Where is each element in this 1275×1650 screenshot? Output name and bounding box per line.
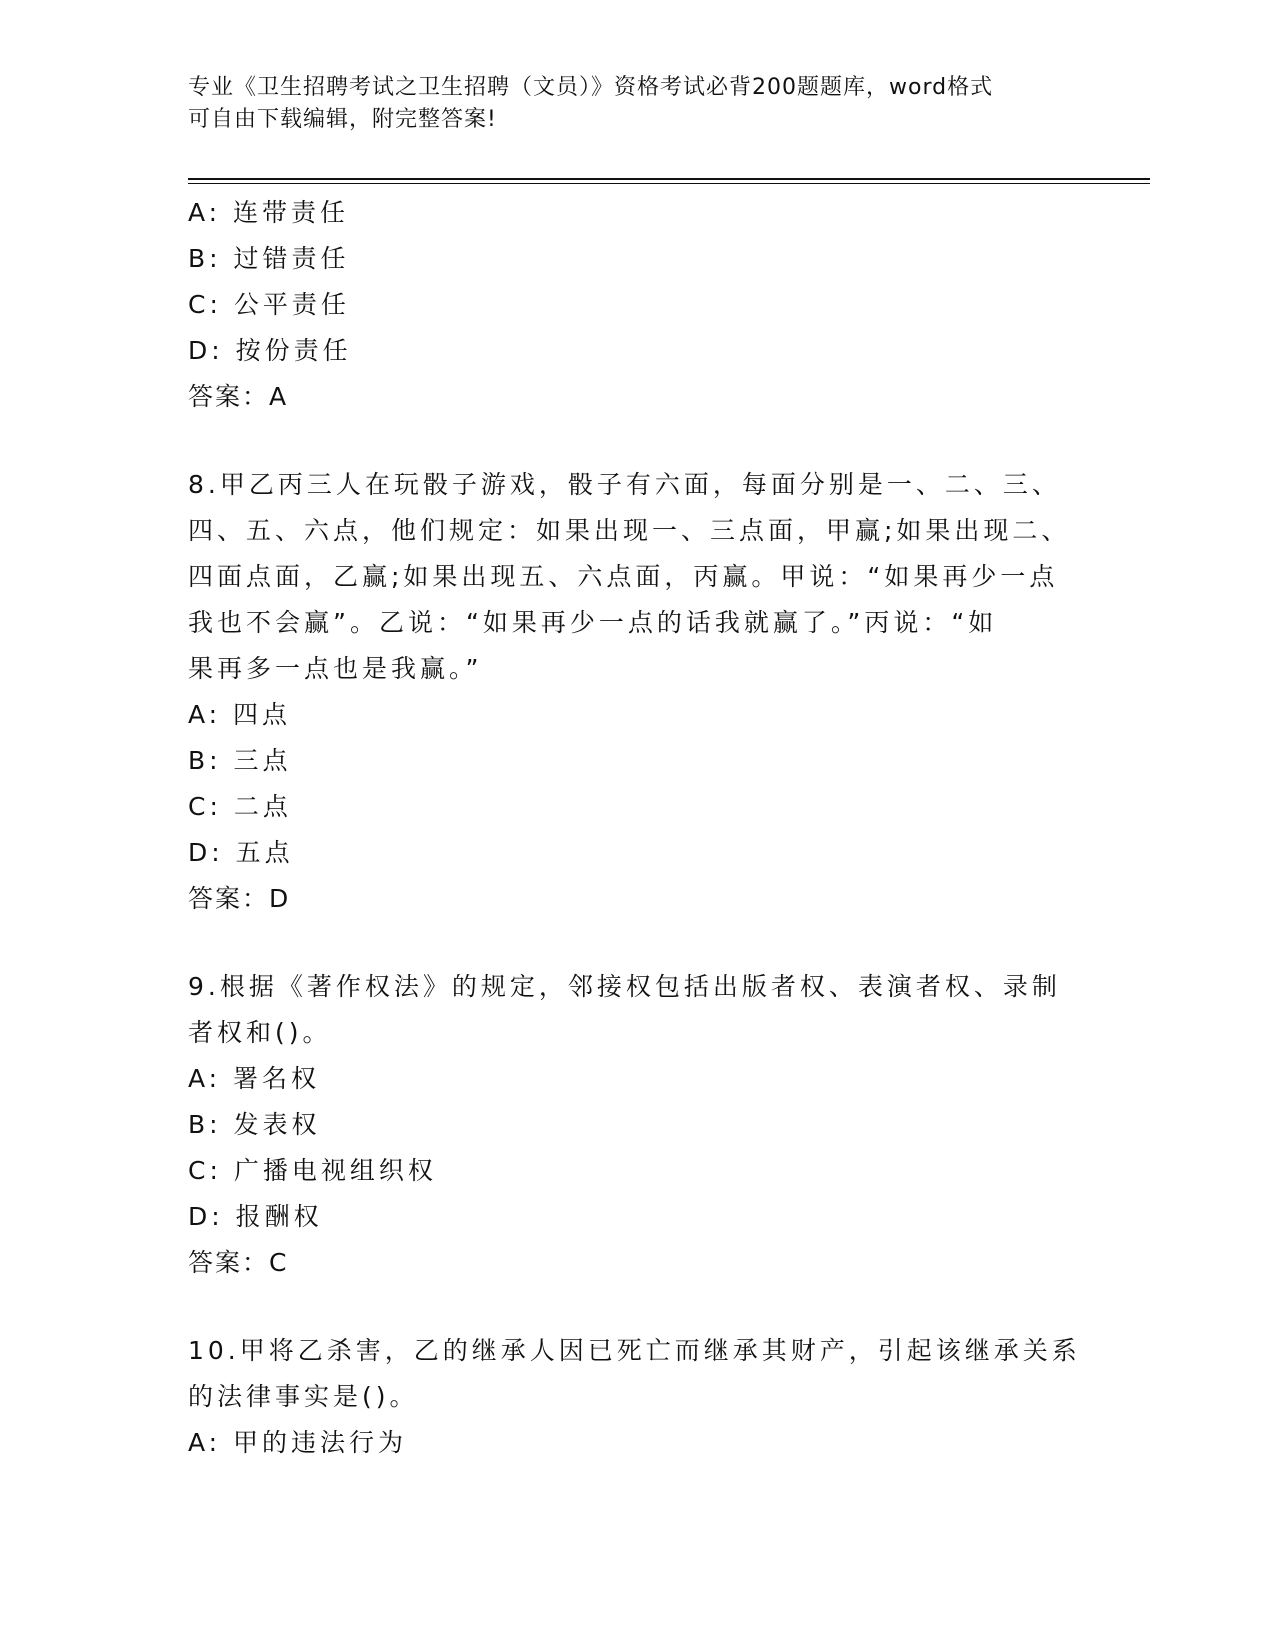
option-b: B: 过错责任 xyxy=(188,244,350,273)
question-block-9 xyxy=(188,964,1088,1286)
answer-line: 答案：C xyxy=(188,1248,289,1277)
question-text-line: 8.甲乙丙三人在玩骰子游戏，骰子有六面，每面分别是一、二、三、 xyxy=(188,470,1061,499)
document-header xyxy=(188,72,1088,136)
header-line-2: 可自由下载编辑，附完整答案! xyxy=(188,107,497,132)
option-a: A: 署名权 xyxy=(188,1064,321,1093)
option-d: D: 报酬权 xyxy=(188,1202,323,1231)
option-c: C: 公平责任 xyxy=(188,290,350,319)
question-text-line: 者权和()。 xyxy=(188,1018,332,1047)
header-line-1: 专业《卫生招聘考试之卫生招聘（文员）》资格考试必背200题题库，word格式 xyxy=(188,75,994,100)
question-block-10 xyxy=(188,1328,1088,1466)
question-text-line: 9.根据《著作权法》的规定，邻接权包括出版者权、表演者权、录制 xyxy=(188,972,1061,1001)
option-a: A: 连带责任 xyxy=(188,198,350,227)
question-text-line: 我也不会赢”。乙说：“如果再少一点的话我就赢了。”丙说：“如 xyxy=(188,608,998,637)
document-body xyxy=(188,190,1088,1466)
option-d: D: 五点 xyxy=(188,838,294,867)
option-b: B: 三点 xyxy=(188,746,292,775)
question-block-8 xyxy=(188,462,1088,922)
question-text-line: 10.甲将乙杀害，乙的继承人因已死亡而继承其财产，引起该继承关系 xyxy=(188,1336,1081,1365)
option-b: B: 发表权 xyxy=(188,1110,321,1139)
option-a: A: 四点 xyxy=(188,700,292,729)
option-c: C: 广播电视组织权 xyxy=(188,1156,437,1185)
spacer xyxy=(188,922,1088,964)
answer-line: 答案：D xyxy=(188,884,291,913)
question-block-7 xyxy=(188,190,1088,420)
question-text-line: 四、五、六点，他们规定：如果出现一、三点面，甲赢;如果出现二、 xyxy=(188,516,1071,545)
option-a: A: 甲的违法行为 xyxy=(188,1428,408,1457)
answer-line: 答案：A xyxy=(188,382,289,411)
option-d: D: 按份责任 xyxy=(188,336,352,365)
question-text-line: 的法律事实是()。 xyxy=(188,1382,419,1411)
header-divider-thick xyxy=(188,178,1150,180)
question-text-line: 果再多一点也是我赢。” xyxy=(188,654,483,683)
header-divider-thin xyxy=(188,183,1150,184)
spacer xyxy=(188,420,1088,462)
option-c: C: 二点 xyxy=(188,792,292,821)
question-text-line: 四面点面，乙赢;如果出现五、六点面，丙赢。甲说：“如果再少一点 xyxy=(188,562,1059,591)
spacer xyxy=(188,1286,1088,1328)
